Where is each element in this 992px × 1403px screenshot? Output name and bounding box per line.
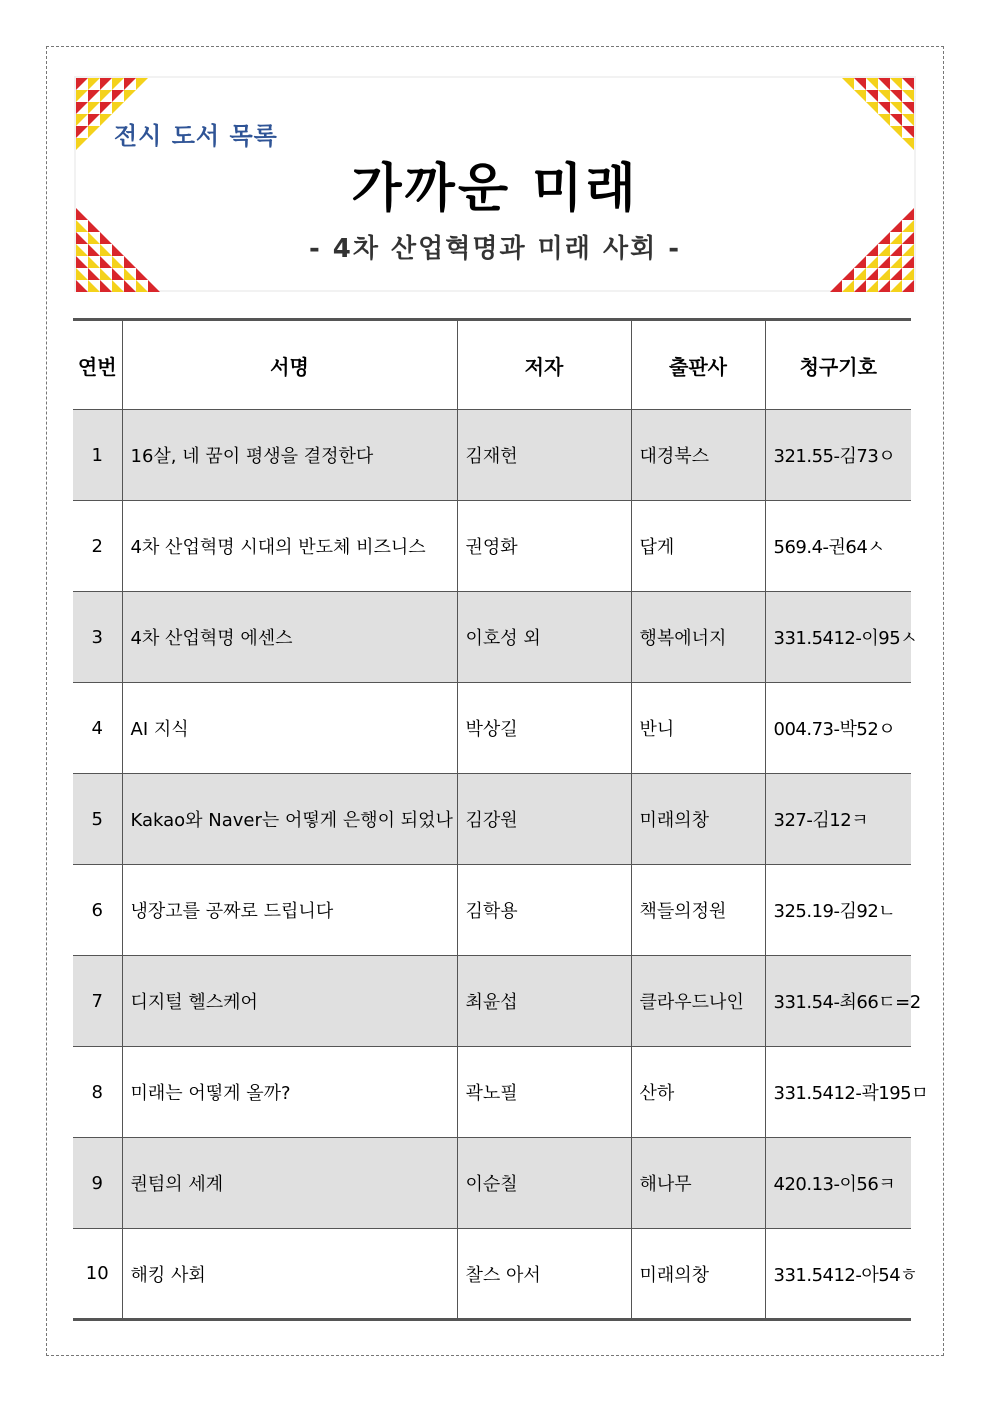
book-title: Kakao와 Naver는 어떻게 은행이 되었나 <box>122 774 457 865</box>
book-author: 김재헌 <box>457 410 631 501</box>
book-publisher: 미래의창 <box>631 1229 765 1320</box>
triangle-shape <box>100 102 112 114</box>
triangle-shape <box>148 280 160 292</box>
row-number: 2 <box>73 501 122 592</box>
book-publisher: 답게 <box>631 501 765 592</box>
triangle-shape <box>100 78 112 90</box>
triangle-shape <box>878 102 890 114</box>
table-header-row <box>73 320 911 410</box>
header-title: 서명 <box>122 320 457 410</box>
triangle-shape <box>902 102 914 114</box>
title-banner <box>74 76 916 292</box>
book-author: 권영화 <box>457 501 631 592</box>
book-title: 디지털 헬스케어 <box>122 956 457 1047</box>
table-row <box>73 1138 911 1229</box>
banner-label: 전시 도서 목록 <box>114 122 278 150</box>
triangle-shape <box>878 268 890 280</box>
triangle-shape <box>890 114 902 126</box>
book-list-table <box>73 318 929 1321</box>
table-row <box>73 410 911 501</box>
triangle-shape <box>124 280 136 292</box>
triangle-shape <box>124 78 136 90</box>
triangle-shape <box>88 268 100 280</box>
triangle-shape <box>136 280 148 292</box>
book-title: 해킹 사회 <box>122 1229 457 1320</box>
triangle-shape <box>112 78 124 90</box>
triangle-shape <box>88 126 100 138</box>
triangle-shape <box>76 280 88 292</box>
triangle-shape <box>76 268 88 280</box>
triangle-shape <box>854 280 866 292</box>
triangle-shape <box>854 268 866 280</box>
triangle-shape <box>88 90 100 102</box>
table-row <box>73 1229 911 1320</box>
triangle-shape <box>890 90 902 102</box>
triangle-shape <box>890 280 902 292</box>
triangle-shape <box>76 90 88 102</box>
triangle-shape <box>100 280 112 292</box>
triangle-shape <box>902 268 914 280</box>
triangle-shape <box>100 90 112 102</box>
book-author: 박상길 <box>457 683 631 774</box>
triangle-shape <box>866 78 878 90</box>
triangle-shape <box>878 78 890 90</box>
banner-title: 가까운 미래 <box>351 159 639 219</box>
table-row <box>73 592 911 683</box>
call-number: 331.5412-이95ㅅ <box>765 592 911 683</box>
table-row <box>73 774 911 865</box>
call-number: 327-김12ㅋ <box>765 774 911 865</box>
row-number: 8 <box>73 1047 122 1138</box>
triangle-shape <box>88 114 100 126</box>
triangle-shape <box>902 280 914 292</box>
call-number: 004.73-박52ㅇ <box>765 683 911 774</box>
triangle-shape <box>866 102 878 114</box>
triangle-shape <box>112 280 124 292</box>
row-number: 10 <box>73 1229 122 1320</box>
call-number: 331.54-최66ㄷ=2 <box>765 956 911 1047</box>
book-title: 4차 산업혁명 시대의 반도체 비즈니스 <box>122 501 457 592</box>
row-number: 7 <box>73 956 122 1047</box>
header-no: 연번 <box>73 320 122 410</box>
table-row <box>73 956 911 1047</box>
triangle-shape <box>902 90 914 102</box>
triangle-shape <box>854 78 866 90</box>
triangle-shape <box>124 268 136 280</box>
banner-subtitle: - 4차 산업혁명과 미래 사회 - <box>308 234 682 264</box>
triangle-shape <box>112 102 124 114</box>
triangle-shape <box>88 102 100 114</box>
header-author: 저자 <box>457 320 631 410</box>
header-publisher: 출판사 <box>631 320 765 410</box>
book-author: 최윤섭 <box>457 956 631 1047</box>
book-publisher: 클라우드나인 <box>631 956 765 1047</box>
book-author: 김학용 <box>457 865 631 956</box>
book-publisher: 반니 <box>631 683 765 774</box>
book-title: 퀀텀의 세계 <box>122 1138 457 1229</box>
book-author: 곽노필 <box>457 1047 631 1138</box>
triangle-shape <box>76 102 88 114</box>
book-publisher: 책들의정원 <box>631 865 765 956</box>
triangle-shape <box>88 78 100 90</box>
book-author: 찰스 아서 <box>457 1229 631 1320</box>
triangle-shape <box>124 90 136 102</box>
triangle-shape <box>890 126 902 138</box>
table-row <box>73 501 911 592</box>
triangle-shape <box>112 90 124 102</box>
book-publisher: 해나무 <box>631 1138 765 1229</box>
triangle-shape <box>76 126 88 138</box>
book-publisher: 산하 <box>631 1047 765 1138</box>
triangle-shape <box>136 268 148 280</box>
triangle-shape <box>878 280 890 292</box>
triangle-shape <box>878 114 890 126</box>
book-author: 이순칠 <box>457 1138 631 1229</box>
call-number: 325.19-김92ㄴ <box>765 865 911 956</box>
triangle-shape <box>842 280 854 292</box>
triangle-shape <box>76 114 88 126</box>
call-number: 321.55-김73ㅇ <box>765 410 911 501</box>
call-number: 331.5412-아54ㅎ <box>765 1229 911 1320</box>
row-number: 4 <box>73 683 122 774</box>
book-publisher: 행복에너지 <box>631 592 765 683</box>
call-number: 420.13-이56ㅋ <box>765 1138 911 1229</box>
call-number: 331.5412-곽195ㅁ <box>765 1047 911 1138</box>
call-number: 569.4-권64ㅅ <box>765 501 911 592</box>
triangle-shape <box>100 114 112 126</box>
book-title: 냉장고를 공짜로 드립니다 <box>122 865 457 956</box>
book-title: 미래는 어떻게 올까? <box>122 1047 457 1138</box>
row-number: 9 <box>73 1138 122 1229</box>
row-number: 6 <box>73 865 122 956</box>
triangle-shape <box>902 126 914 138</box>
triangle-shape <box>866 90 878 102</box>
triangle-shape <box>902 78 914 90</box>
triangle-shape <box>842 78 854 90</box>
table-row <box>73 1047 911 1138</box>
book-publisher: 대경북스 <box>631 410 765 501</box>
triangle-shape <box>866 268 878 280</box>
triangle-shape <box>890 102 902 114</box>
triangle-shape <box>100 268 112 280</box>
row-number: 5 <box>73 774 122 865</box>
book-publisher: 미래의창 <box>631 774 765 865</box>
book-title: 16살, 네 꿈이 평생을 결정한다 <box>122 410 457 501</box>
book-author: 김강원 <box>457 774 631 865</box>
book-author: 이호성 외 <box>457 592 631 683</box>
table-row <box>73 865 911 956</box>
table-row <box>73 683 911 774</box>
triangle-shape <box>842 268 854 280</box>
triangle-shape <box>890 78 902 90</box>
triangle-shape <box>890 268 902 280</box>
triangle-shape <box>878 90 890 102</box>
book-title: AI 지식 <box>122 683 457 774</box>
triangle-shape <box>854 90 866 102</box>
triangle-shape <box>902 114 914 126</box>
triangle-shape <box>866 280 878 292</box>
header-call-number: 청구기호 <box>765 320 911 410</box>
book-title: 4차 산업혁명 에센스 <box>122 592 457 683</box>
triangle-shape <box>136 78 148 90</box>
row-number: 3 <box>73 592 122 683</box>
triangle-shape <box>112 268 124 280</box>
triangle-shape <box>830 280 842 292</box>
row-number: 1 <box>73 410 122 501</box>
triangle-shape <box>76 78 88 90</box>
triangle-shape <box>88 280 100 292</box>
